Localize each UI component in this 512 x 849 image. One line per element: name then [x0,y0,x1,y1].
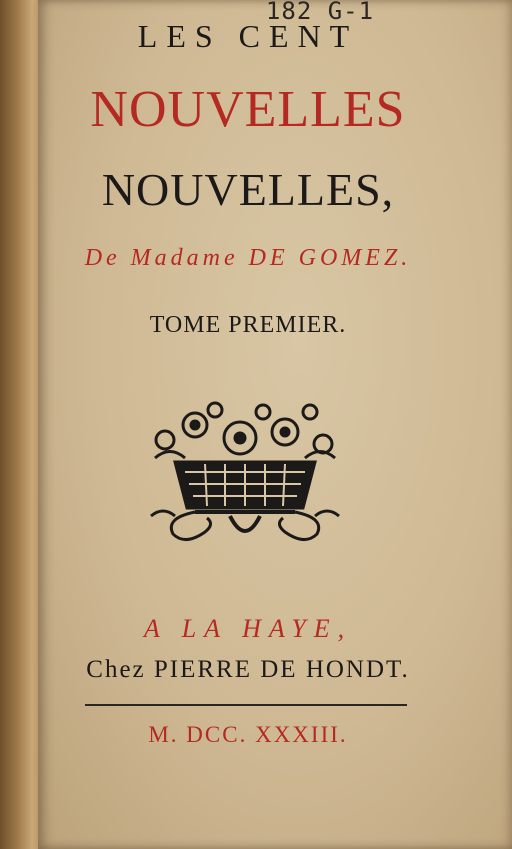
imprint-publisher: Chez PIERRE DE HONDT. [86,656,410,683]
author-line: De Madame DE GOMEZ. [84,245,412,271]
flower-basket-icon [145,400,345,550]
title-line-2: NOUVELLES [90,81,406,138]
imprint-date: M. DCC. XXXIII. [148,722,348,747]
book-spine-edge [0,0,40,849]
volume-line: TOME PREMIER. [149,312,347,338]
title-line-3: NOUVELLES, [101,164,395,215]
imprint-rule-divider [85,704,407,706]
title-line-1: LES CENT [137,18,359,54]
library-shelfmark: 182 G-1 [265,0,375,25]
imprint-place: A LA HAYE, [143,614,353,643]
